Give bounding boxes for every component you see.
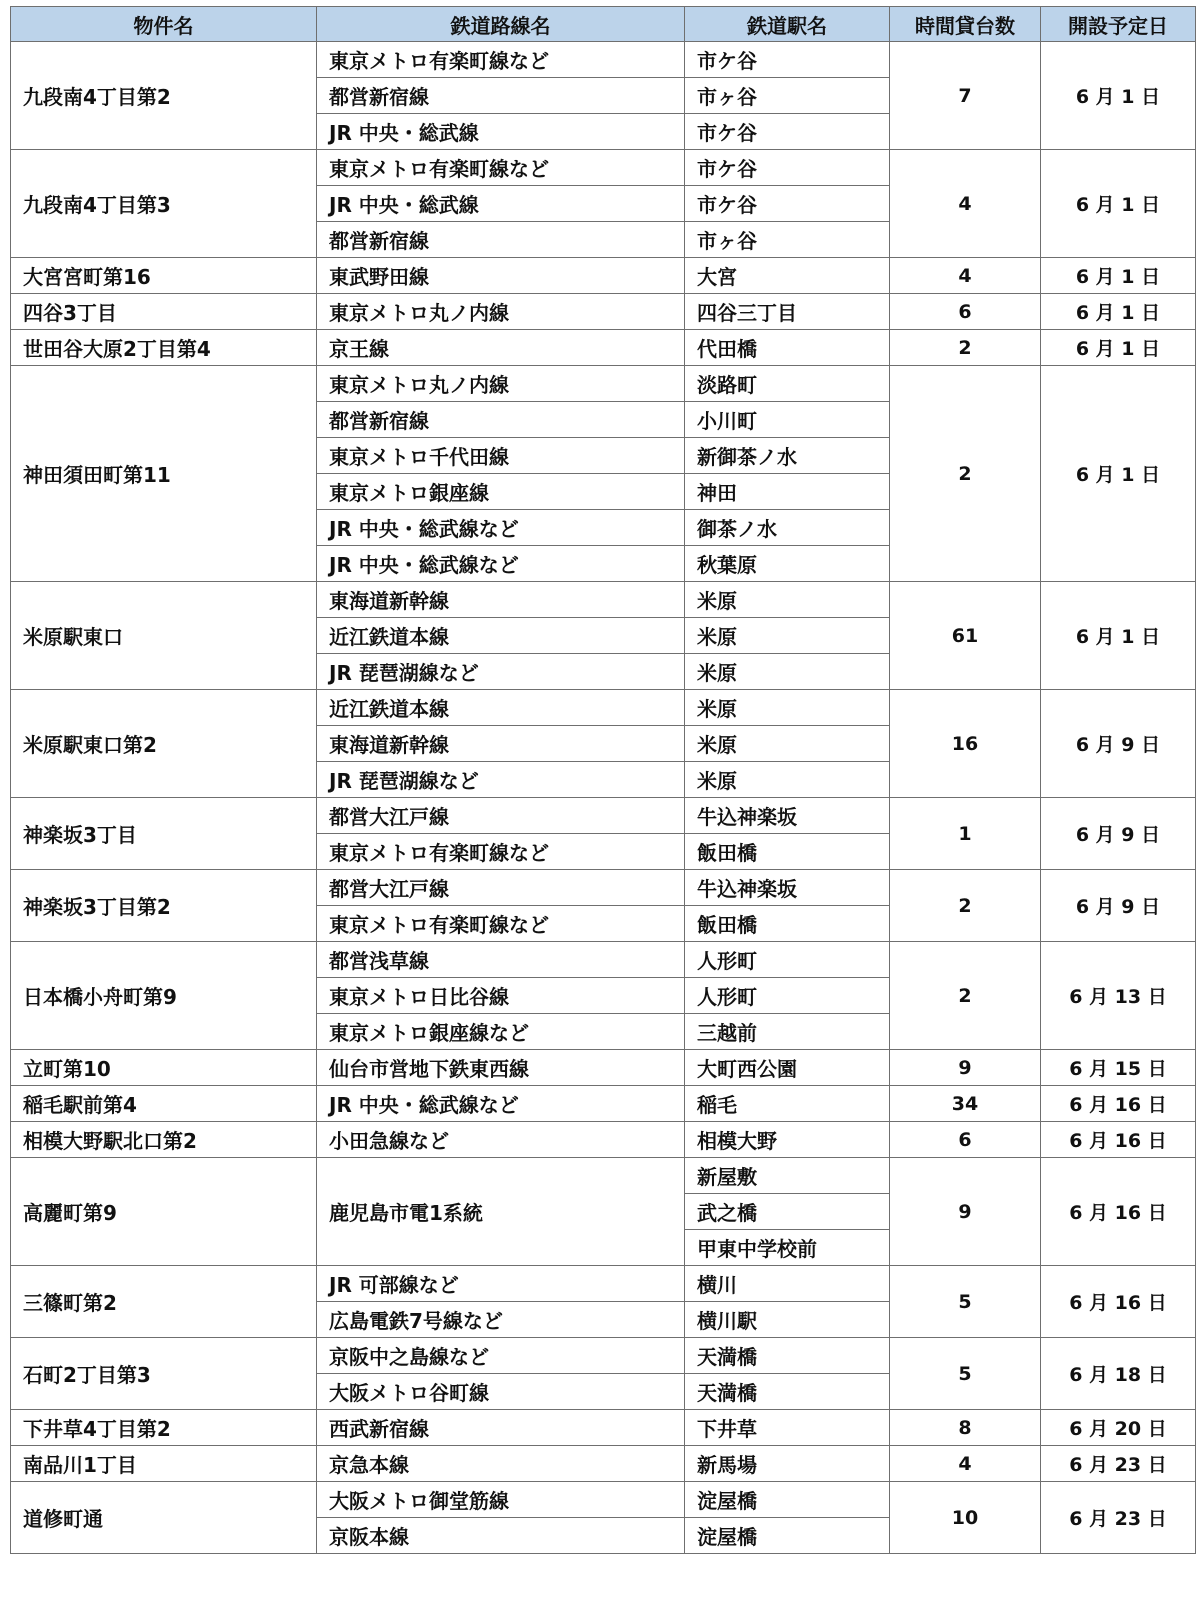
station-cell: 飯田橋 (685, 906, 890, 942)
railway-line-cell: 都営新宿線 (317, 222, 685, 258)
hourly-spaces-cell: 9 (890, 1050, 1041, 1086)
header-hourly-spaces: 時間貸台数 (890, 7, 1041, 42)
header-property-name: 物件名 (11, 7, 317, 42)
opening-date-cell: 6 月 16 日 (1041, 1158, 1196, 1266)
property-name-cell: 神楽坂3丁目 (11, 798, 317, 870)
property-name-cell: 神田須田町第11 (11, 366, 317, 582)
hourly-spaces-cell: 9 (890, 1158, 1041, 1266)
station-cell: 人形町 (685, 978, 890, 1014)
station-cell: 市ケ谷 (685, 186, 890, 222)
station-cell: 天満橋 (685, 1374, 890, 1410)
station-cell: 横川駅 (685, 1302, 890, 1338)
property-name-cell: 神楽坂3丁目第2 (11, 870, 317, 942)
hourly-spaces-cell: 5 (890, 1338, 1041, 1410)
railway-line-cell: 東海道新幹線 (317, 726, 685, 762)
table-row (11, 870, 1196, 906)
property-name-cell: 道修町通 (11, 1482, 317, 1554)
header-station: 鉄道駅名 (685, 7, 890, 42)
opening-date-cell: 6 月 1 日 (1041, 42, 1196, 150)
station-cell: 御茶ノ水 (685, 510, 890, 546)
header-railway-line: 鉄道路線名 (317, 7, 685, 42)
station-cell: 天満橋 (685, 1338, 890, 1374)
table-row (11, 1266, 1196, 1302)
station-cell: 代田橋 (685, 330, 890, 366)
opening-date-cell: 6 月 16 日 (1041, 1086, 1196, 1122)
station-cell: 米原 (685, 726, 890, 762)
station-cell: 新屋敷 (685, 1158, 890, 1194)
property-name-cell: 日本橋小舟町第9 (11, 942, 317, 1050)
station-cell: 市ヶ谷 (685, 78, 890, 114)
opening-date-cell: 6 月 1 日 (1041, 366, 1196, 582)
station-cell: 秋葉原 (685, 546, 890, 582)
railway-line-cell: 都営浅草線 (317, 942, 685, 978)
table-row (11, 690, 1196, 726)
station-cell: 米原 (685, 654, 890, 690)
railway-line-cell: JR 可部線など (317, 1266, 685, 1302)
station-cell: 市ケ谷 (685, 150, 890, 186)
hourly-spaces-cell: 2 (890, 870, 1041, 942)
table-row (11, 1122, 1196, 1158)
opening-date-cell: 6 月 9 日 (1041, 798, 1196, 870)
railway-line-cell: 東京メトロ銀座線など (317, 1014, 685, 1050)
railway-line-cell: 東京メトロ丸ノ内線 (317, 366, 685, 402)
property-name-cell: 大宮宮町第16 (11, 258, 317, 294)
station-cell: 神田 (685, 474, 890, 510)
table-row (11, 798, 1196, 834)
station-cell: 米原 (685, 618, 890, 654)
station-cell: 甲東中学校前 (685, 1230, 890, 1266)
hourly-spaces-cell: 2 (890, 330, 1041, 366)
station-cell: 大宮 (685, 258, 890, 294)
railway-line-cell: 京急本線 (317, 1446, 685, 1482)
opening-date-cell: 6 月 1 日 (1041, 294, 1196, 330)
station-cell: 市ケ谷 (685, 42, 890, 78)
table-row (11, 150, 1196, 186)
railway-line-cell: 近江鉄道本線 (317, 690, 685, 726)
table-row (11, 42, 1196, 78)
hourly-spaces-cell: 8 (890, 1410, 1041, 1446)
station-cell: 武之橋 (685, 1194, 890, 1230)
railway-line-cell: 西武新宿線 (317, 1410, 685, 1446)
railway-line-cell: 大阪メトロ谷町線 (317, 1374, 685, 1410)
parking-openings-sheet (10, 6, 1196, 1554)
railway-line-cell: 京阪本線 (317, 1518, 685, 1554)
property-name-cell: 高麗町第9 (11, 1158, 317, 1266)
opening-date-cell: 6 月 23 日 (1041, 1446, 1196, 1482)
railway-line-cell: 東京メトロ千代田線 (317, 438, 685, 474)
railway-line-cell: JR 中央・総武線 (317, 186, 685, 222)
railway-line-cell: 東京メトロ有楽町線など (317, 42, 685, 78)
property-name-cell: 三篠町第2 (11, 1266, 317, 1338)
railway-line-cell: JR 中央・総武線など (317, 1086, 685, 1122)
opening-date-cell: 6 月 1 日 (1041, 330, 1196, 366)
railway-line-cell: 東京メトロ丸ノ内線 (317, 294, 685, 330)
hourly-spaces-cell: 4 (890, 258, 1041, 294)
hourly-spaces-cell: 4 (890, 150, 1041, 258)
station-cell: 米原 (685, 582, 890, 618)
header-row (11, 7, 1196, 42)
hourly-spaces-cell: 1 (890, 798, 1041, 870)
opening-date-cell: 6 月 13 日 (1041, 942, 1196, 1050)
railway-line-cell: 東京メトロ有楽町線など (317, 150, 685, 186)
station-cell: 三越前 (685, 1014, 890, 1050)
railway-line-cell: 仙台市営地下鉄東西線 (317, 1050, 685, 1086)
table-row (11, 1338, 1196, 1374)
railway-line-cell: 都営大江戸線 (317, 870, 685, 906)
property-name-cell: 相模大野駅北口第2 (11, 1122, 317, 1158)
property-name-cell: 九段南4丁目第3 (11, 150, 317, 258)
railway-line-cell: 広島電鉄7号線など (317, 1302, 685, 1338)
opening-date-cell: 6 月 1 日 (1041, 258, 1196, 294)
station-cell: 下井草 (685, 1410, 890, 1446)
table-row (11, 1410, 1196, 1446)
hourly-spaces-cell: 6 (890, 294, 1041, 330)
station-cell: 稲毛 (685, 1086, 890, 1122)
hourly-spaces-cell: 6 (890, 1122, 1041, 1158)
station-cell: 飯田橋 (685, 834, 890, 870)
station-cell: 米原 (685, 690, 890, 726)
table-row (11, 1086, 1196, 1122)
station-cell: 市ケ谷 (685, 114, 890, 150)
railway-line-cell: 小田急線など (317, 1122, 685, 1158)
station-cell: 新御茶ノ水 (685, 438, 890, 474)
table-row (11, 1446, 1196, 1482)
station-cell: 四谷三丁目 (685, 294, 890, 330)
station-cell: 米原 (685, 762, 890, 798)
header-opening-date: 開設予定日 (1041, 7, 1196, 42)
station-cell: 淡路町 (685, 366, 890, 402)
table-body (11, 42, 1196, 1554)
hourly-spaces-cell: 5 (890, 1266, 1041, 1338)
opening-date-cell: 6 月 16 日 (1041, 1266, 1196, 1338)
opening-date-cell: 6 月 18 日 (1041, 1338, 1196, 1410)
railway-line-cell: 京王線 (317, 330, 685, 366)
table-row (11, 1158, 1196, 1194)
parking-openings-table (10, 6, 1196, 1554)
property-name-cell: 下井草4丁目第2 (11, 1410, 317, 1446)
railway-line-cell: JR 中央・総武線 (317, 114, 685, 150)
property-name-cell: 米原駅東口 (11, 582, 317, 690)
railway-line-cell: 東海道新幹線 (317, 582, 685, 618)
railway-line-cell: JR 琵琶湖線など (317, 654, 685, 690)
railway-line-cell: 都営新宿線 (317, 78, 685, 114)
station-cell: 人形町 (685, 942, 890, 978)
property-name-cell: 稲毛駅前第4 (11, 1086, 317, 1122)
property-name-cell: 米原駅東口第2 (11, 690, 317, 798)
hourly-spaces-cell: 2 (890, 942, 1041, 1050)
railway-line-cell: 近江鉄道本線 (317, 618, 685, 654)
table-row (11, 330, 1196, 366)
railway-line-cell: JR 琵琶湖線など (317, 762, 685, 798)
railway-line-cell: JR 中央・総武線など (317, 546, 685, 582)
railway-line-cell: JR 中央・総武線など (317, 510, 685, 546)
hourly-spaces-cell: 2 (890, 366, 1041, 582)
railway-line-cell: 東武野田線 (317, 258, 685, 294)
railway-line-cell: 東京メトロ有楽町線など (317, 906, 685, 942)
hourly-spaces-cell: 16 (890, 690, 1041, 798)
railway-line-cell: 東京メトロ銀座線 (317, 474, 685, 510)
property-name-cell: 四谷3丁目 (11, 294, 317, 330)
property-name-cell: 九段南4丁目第2 (11, 42, 317, 150)
opening-date-cell: 6 月 15 日 (1041, 1050, 1196, 1086)
opening-date-cell: 6 月 20 日 (1041, 1410, 1196, 1446)
station-cell: 淀屋橋 (685, 1482, 890, 1518)
railway-line-cell: 鹿児島市電1系統 (317, 1158, 685, 1266)
table-row (11, 1050, 1196, 1086)
railway-line-cell: 都営大江戸線 (317, 798, 685, 834)
hourly-spaces-cell: 4 (890, 1446, 1041, 1482)
railway-line-cell: 大阪メトロ御堂筋線 (317, 1482, 685, 1518)
property-name-cell: 南品川1丁目 (11, 1446, 317, 1482)
station-cell: 相模大野 (685, 1122, 890, 1158)
opening-date-cell: 6 月 1 日 (1041, 150, 1196, 258)
table-row (11, 1482, 1196, 1518)
railway-line-cell: 京阪中之島線など (317, 1338, 685, 1374)
railway-line-cell: 東京メトロ日比谷線 (317, 978, 685, 1014)
station-cell: 大町西公園 (685, 1050, 890, 1086)
opening-date-cell: 6 月 9 日 (1041, 690, 1196, 798)
opening-date-cell: 6 月 23 日 (1041, 1482, 1196, 1554)
station-cell: 横川 (685, 1266, 890, 1302)
opening-date-cell: 6 月 1 日 (1041, 582, 1196, 690)
table-row (11, 366, 1196, 402)
table-row (11, 258, 1196, 294)
property-name-cell: 立町第10 (11, 1050, 317, 1086)
hourly-spaces-cell: 10 (890, 1482, 1041, 1554)
property-name-cell: 世田谷大原2丁目第4 (11, 330, 317, 366)
property-name-cell: 石町2丁目第3 (11, 1338, 317, 1410)
hourly-spaces-cell: 34 (890, 1086, 1041, 1122)
table-row (11, 582, 1196, 618)
station-cell: 淀屋橋 (685, 1518, 890, 1554)
hourly-spaces-cell: 61 (890, 582, 1041, 690)
railway-line-cell: 東京メトロ有楽町線など (317, 834, 685, 870)
hourly-spaces-cell: 7 (890, 42, 1041, 150)
station-cell: 新馬場 (685, 1446, 890, 1482)
station-cell: 牛込神楽坂 (685, 870, 890, 906)
opening-date-cell: 6 月 16 日 (1041, 1122, 1196, 1158)
station-cell: 小川町 (685, 402, 890, 438)
station-cell: 市ヶ谷 (685, 222, 890, 258)
opening-date-cell: 6 月 9 日 (1041, 870, 1196, 942)
station-cell: 牛込神楽坂 (685, 798, 890, 834)
table-row (11, 294, 1196, 330)
railway-line-cell: 都営新宿線 (317, 402, 685, 438)
table-row (11, 942, 1196, 978)
